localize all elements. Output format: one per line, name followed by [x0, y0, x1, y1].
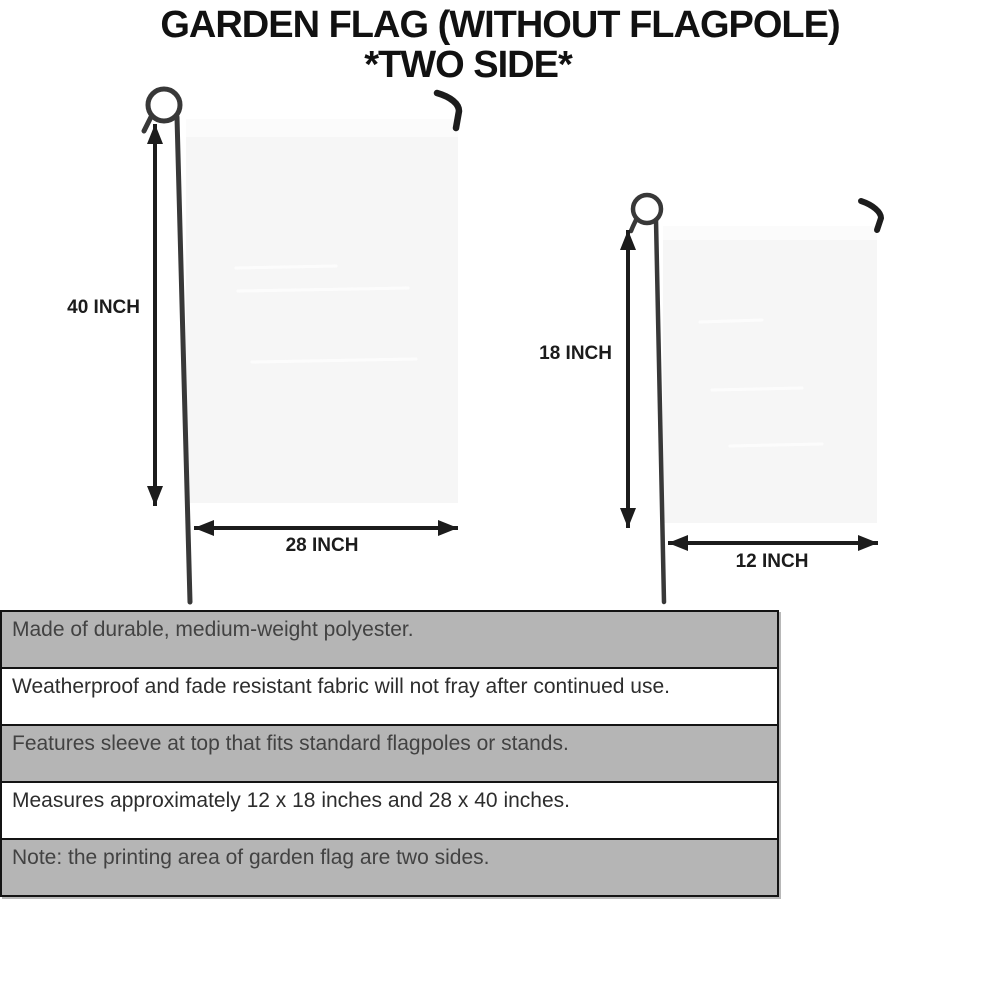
small-flag-canvas [663, 226, 877, 523]
small-flag-sleeve [663, 226, 877, 240]
title-line-1: GARDEN FLAG (WITHOUT FLAGPOLE) [160, 4, 840, 46]
small-flagpole [656, 220, 664, 602]
title-line-2: *TWO SIDE* [364, 43, 572, 86]
spec-row-measurements: Measures approximately 12 x 18 inches and 28 x 40 inches. [2, 781, 777, 838]
small-flag-height-label: 18 INCH [539, 343, 612, 364]
large-flag-height-label: 40 INCH [67, 297, 140, 318]
small-flagpole-loop-tail [631, 220, 636, 231]
spec-row-material: Made of durable, medium-weight polyester. [2, 612, 777, 667]
small-flag-diagram [628, 195, 881, 602]
spec-table [0, 610, 779, 897]
small-flag-width-label: 12 INCH [735, 551, 809, 572]
spec-row-note: Note: the printing area of garden flag are two sides. [2, 838, 777, 895]
large-flag-diagram [144, 89, 459, 602]
large-flag-sleeve [186, 119, 458, 137]
large-flagpole-loop-tail [144, 117, 151, 131]
small-flag-corner-hook-icon [861, 201, 881, 230]
large-flag-width-label: 28 INCH [285, 535, 359, 556]
spec-row-weatherproof: Weatherproof and fade resistant fabric will not fray after continued use. [2, 667, 777, 724]
spec-row-sleeve: Features sleeve at top that fits standard flagpoles or stands. [2, 724, 777, 781]
large-flag-canvas [186, 119, 458, 503]
